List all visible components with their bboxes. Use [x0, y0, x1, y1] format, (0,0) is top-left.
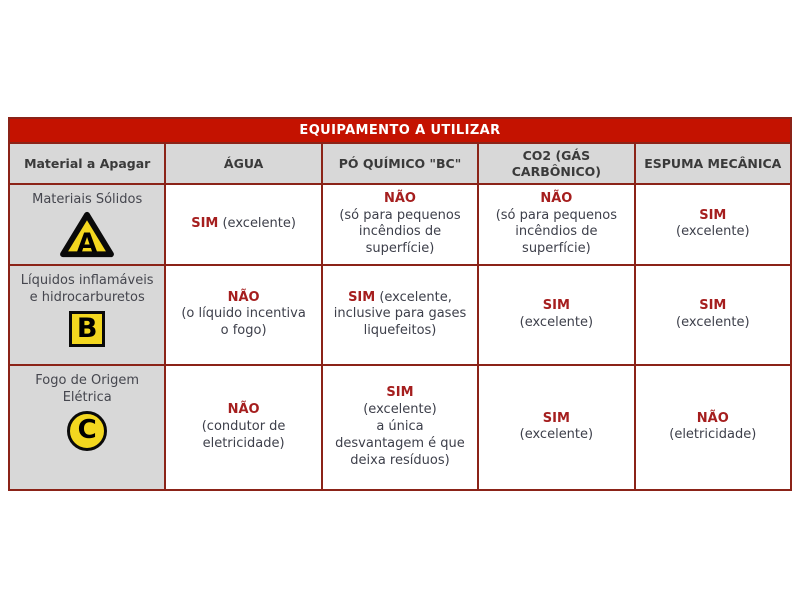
cell-c-po-quimico — [322, 365, 478, 490]
class-b-square-icon — [69, 311, 105, 347]
cell-b-co2 — [478, 265, 634, 365]
cell-c-co2 — [478, 365, 634, 490]
table-row-class-b — [9, 265, 791, 365]
cell-a-po-quimico — [322, 184, 478, 265]
class-b-letter: B — [76, 313, 98, 345]
answer-text: SIM — [191, 216, 219, 231]
answer-text: SIM — [542, 298, 570, 313]
class-c-letter: C — [77, 414, 97, 445]
cell-b-po-quimico — [322, 265, 478, 365]
detail-text-2: a única desvantagem é que deixa resíduos) — [335, 418, 465, 468]
fire-equipment-table — [8, 117, 792, 491]
answer-text: SIM — [542, 410, 570, 426]
material-label: Líquidos inflamáveis e hidrocarburetos — [20, 272, 154, 305]
detail-text: (excelente) — [519, 427, 594, 443]
material-label: Fogo de Origem Elétrica — [35, 372, 140, 405]
answer-text: SIM — [699, 298, 727, 313]
cell-a-espuma — [635, 184, 791, 265]
detail-text: (excelente) — [519, 314, 594, 330]
material-cell-liquidos — [9, 265, 165, 365]
detail-text: (excelente) — [363, 402, 437, 418]
cell-a-co2 — [478, 184, 634, 265]
detail-text: (só para pequenos incêndios de superfície) — [495, 207, 618, 257]
table-row-class-c — [9, 365, 791, 490]
answer-text: NÃO — [227, 289, 260, 305]
class-a-triangle-icon — [58, 210, 116, 260]
column-header-material: Material a Apagar — [9, 143, 165, 184]
column-header-espuma: ESPUMA MECÂNICA — [635, 143, 791, 184]
detail-text: (eletricidade) — [669, 427, 757, 443]
answer-text: SIM — [348, 289, 376, 305]
class-a-letter: A — [77, 228, 98, 259]
fire-equipment-table-container — [8, 117, 792, 491]
detail-text: (o líquido incentiva o fogo) — [181, 306, 306, 339]
detail-text: (excelente) — [676, 224, 750, 240]
cell-c-agua — [165, 365, 321, 490]
column-header-agua: ÁGUA — [165, 143, 321, 184]
cell-b-espuma — [635, 265, 791, 365]
answer-text: SIM — [386, 385, 414, 401]
cell-b-agua — [165, 265, 321, 365]
answer-text: NÃO — [227, 402, 260, 418]
detail-text: (excelente) — [222, 216, 296, 231]
column-header-po-quimico: PÓ QUÍMICO "BC" — [322, 143, 478, 184]
answer-text: NÃO — [696, 410, 729, 426]
material-cell-eletrica — [9, 365, 165, 490]
material-cell-solidos — [9, 184, 165, 265]
answer-text: NÃO — [383, 190, 416, 206]
material-label: Materiais Sólidos — [32, 192, 143, 207]
table-title: EQUIPAMENTO A UTILIZAR — [9, 118, 791, 143]
class-c-circle-icon — [67, 411, 107, 451]
detail-text: (excelente) — [676, 314, 750, 330]
cell-c-espuma — [635, 365, 791, 490]
answer-text: SIM — [699, 207, 727, 223]
answer-text: NÃO — [540, 190, 573, 206]
detail-text: (condutor de eletricidade) — [201, 418, 286, 451]
table-row-class-a — [9, 184, 791, 265]
detail-text: (só para pequenos incêndios de superfície) — [339, 207, 461, 257]
cell-a-agua — [165, 184, 321, 265]
column-header-row — [9, 143, 791, 184]
column-header-co2: CO2 (GÁS CARBÔNICO) — [478, 143, 634, 184]
detail-text: (excelente, inclusive para gases liquefeitos) — [333, 289, 467, 339]
